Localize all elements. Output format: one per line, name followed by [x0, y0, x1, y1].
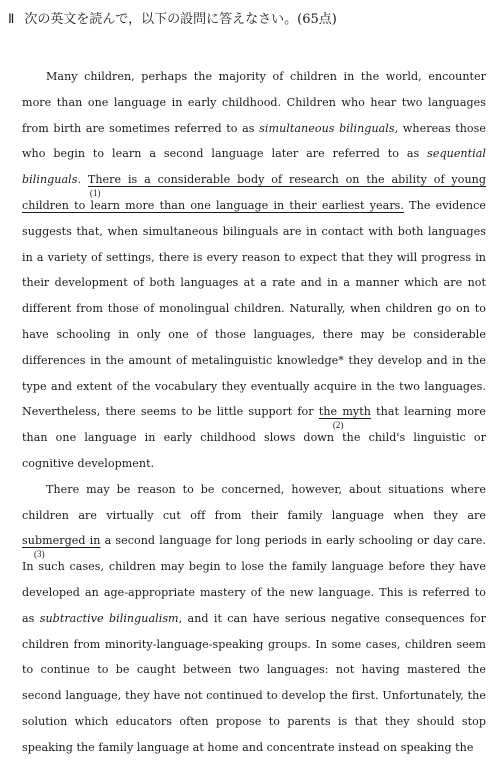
passage-text: that learning more than one language in early childhood slows down the child's linguistic or cognitive development.: [22, 405, 487, 470]
term-subtractive: subtractive bilingualism: [39, 611, 179, 625]
marker-2: (2): [332, 420, 344, 431]
question-header: [8, 8, 337, 27]
passage-text: .: [77, 173, 88, 187]
underlined-text-1: There is a considerable body of research on the ability of young children to learn more than one language in their earliest years.: [22, 173, 487, 212]
section-numeral: Ⅱ: [8, 11, 15, 26]
passage-text: a second language for long periods in early schooling or day care. In such cases, children may begin to lose the family language before they have developed an age-appropriate mastery of the new language. This is referred to as: [22, 534, 486, 625]
passage-text: Many children, perhaps the majority of children in the world, encounter more than one language in early childhood. Children who hear two languages from birth are sometimes referred to as: [22, 70, 486, 135]
paragraph-1: [22, 64, 486, 477]
passage-text: , and it can have serious negative consequences for children from minority-language-speaking groups. In some cases, children seem to continue to be caught between two languages: not having mastered the second language, they have not continued to develop the first. Unfortunately, the solution which educators often propose to parents is that they should stop speaking the family language at home and concentrate instead on speaking the: [22, 611, 487, 754]
passage-text: , whereas those who begin to learn a second language later are referred to as: [22, 121, 487, 161]
term-simultaneous: simultaneous bilinguals: [259, 121, 395, 135]
underlined-part-3: [22, 534, 101, 560]
passage-text: There may be reason to be concerned, however, about situations where children are virtually cut off from their family language when they are: [22, 482, 486, 522]
marker-1: (1): [89, 188, 101, 199]
paragraph-2: [22, 477, 486, 761]
underlined-text-2: the myth: [318, 405, 371, 419]
underlined-part-2: [318, 405, 371, 431]
instruction-text: 次の英文を読んで，以下の設問に答えなさい。(65点): [24, 12, 337, 27]
passage: [22, 64, 486, 761]
underlined-text-3: submerged in: [22, 534, 101, 548]
marker-3: (3): [34, 549, 45, 560]
passage-text: The evidence suggests that, when simultaneous bilinguals are in contact with both languages in a variety of settings, there is every reason to expect that they will progress in their development of both languages at a rate and in a manner which are not different from those of monolingual children. Naturally, when children go on to have schooling in only one of those languages, there may be considerable differences in the amount of metalinguistic knowledge* they develop and in the type and extent of the vocabulary they eventually acquire in the two languages. Nevertheless, there seems to be little support for: [22, 198, 486, 419]
term-sequential: sequential bilinguals: [22, 147, 486, 187]
